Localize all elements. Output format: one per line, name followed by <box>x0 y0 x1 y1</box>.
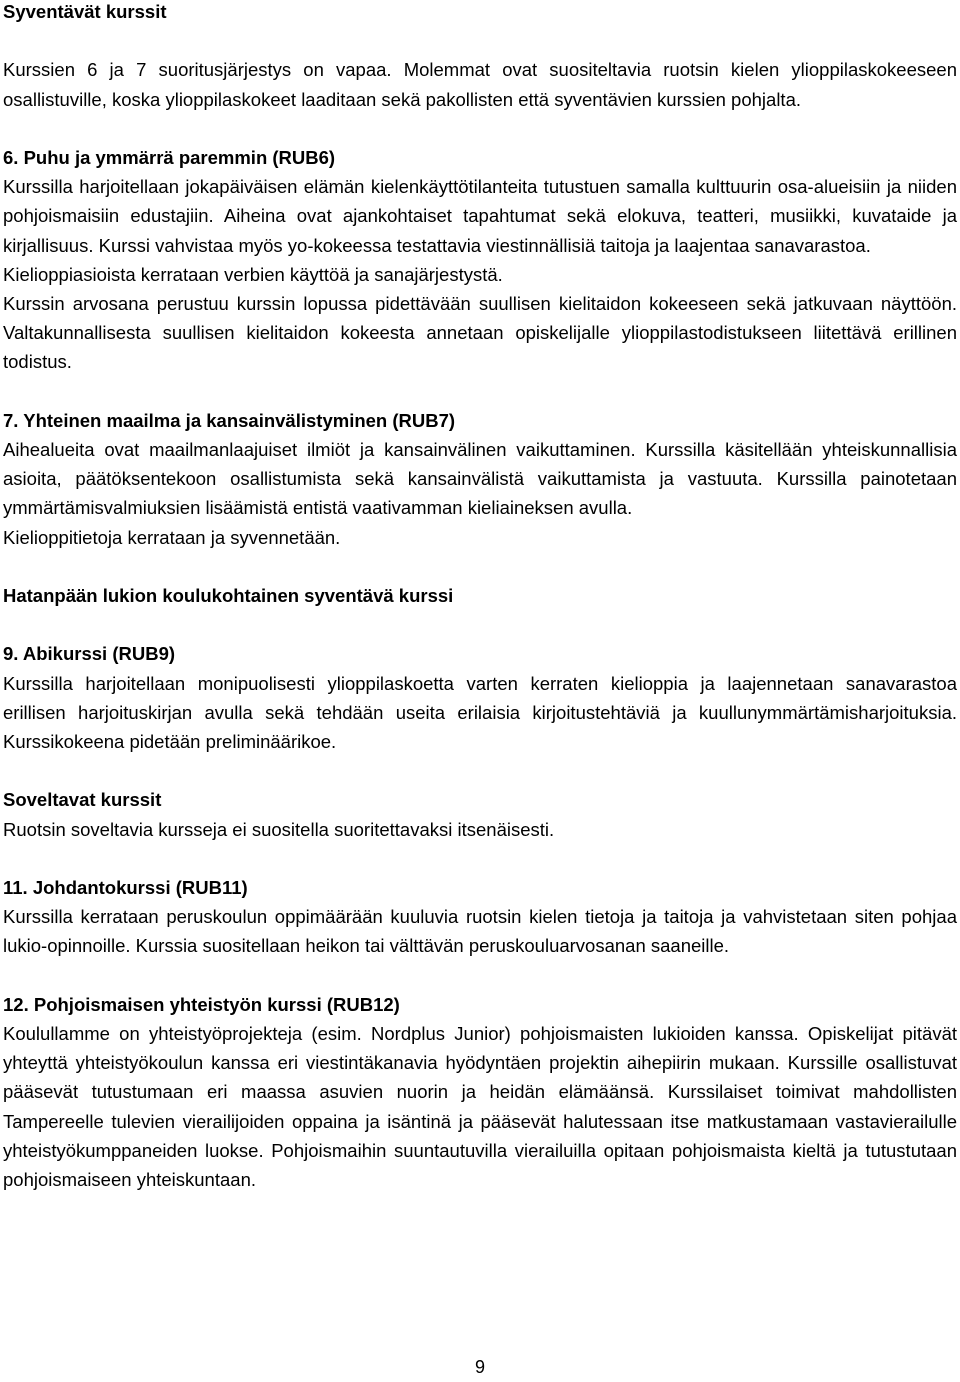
course-rub9-description: Kurssilla harjoitellaan monipuolisesti ylioppilaskoetta varten kerraten kielioppia ja laajennetaan sanavarastoa erillisen harjoituskirjan avulla sekä tehdään useita erilaisia kirjoitustehtäviä ja kuullunymmärtämisharjoituksia. Kurssikokeena pidetään preliminäärikoe. <box>3 672 957 752</box>
section-heading-koulukohtainen: Hatanpään lukion koulukohtainen syventävä kurssi <box>3 585 454 606</box>
course-rub7-description: Aihealueita ovat maailmanlaajuiset ilmiöt ja kansainvälinen vaikuttaminen. Kurssilla käsitellään yhteiskunnallisia asioita, päätöksentekoon osallistumista sekä kansainvälistä vaikuttamista ja vastuuta. Kurssilla painotetaan ymmärtämisvalmiuksien lisäämistä entistä vaativamman kieliaineksen avulla. <box>3 439 957 519</box>
page-number: 9 <box>474 1357 485 1377</box>
course-title-rub7: 7. Yhteinen maailma ja kansainvälistyminen (RUB7) <box>3 409 456 431</box>
section-heading-syventavat: Syventävät kurssit <box>3 1 167 22</box>
section-intro: Kurssien 6 ja 7 suoritusjärjestys on vapaa. Molemmat ovat suositeltavia ruotsin kielen ylioppilaskokeeseen osallistuville, koska ylioppilaskokeet laaditaan sekä pakollisten että syventävien kurssien pohjalta. <box>3 59 957 110</box>
document-page <box>3 0 957 1194</box>
section-heading-soveltavat: Soveltavat kurssit <box>3 789 162 811</box>
course-title-rub6: 6. Puhu ja ymmärrä paremmin (RUB6) <box>3 146 336 168</box>
course-rub6-assessment: Kurssin arvosana perustuu kurssin lopussa pidettävään suullisen kielitaidon kokeeseen sekä jatkuvaan näyttöön. Valtakunnallisesta suullisen kielitaidon kokeesta annetaan opiskelijalle ylioppilastodistukseen liitettävä erillinen todistus. <box>3 293 957 373</box>
course-rub11-description: Kurssilla kerrataan peruskoulun oppimäärään kuuluvia ruotsin kielen tietoja ja taitoja ja vahvistetaan siten pohjaa lukio-opinnoille. Kurssia suositellaan heikon tai välttävän peruskouluarvosanan saaneille. <box>3 906 957 957</box>
course-rub6-grammar: Kielioppiasioista kerrataan verbien käyttöä ja sanajärjestystä. <box>3 263 503 285</box>
course-title-rub12: 12. Pohjoismaisen yhteistyön kurssi (RUB12) <box>3 993 400 1015</box>
course-rub12-description: Koulullamme on yhteistyöprojekteja (esim. Nordplus Junior) pohjoismaisten lukioiden kanssa. Opiskelijat pitävät yhteyttä yhteistyökoulun kanssa eri viestintäkanavia hyödyntäen projektin aihepiirin mukaan. Kurssille osallistuvat pääsevät tutustumaan eri maassa asuvien nuorin ja heidän elämäänsä. Kurssilaiset toimivat mahdollisten Tampereelle tulevien vierailijoiden oppaina ja isäntinä ja pääsevät halutessaan itse matkustamaan vastavierailulle yhteistyökumppaneiden luokse. Pohjoismaihin suuntautuvilla vierailuilla opitaan pohjoismaista kieltä ja tutustutaan pohjoismaiseen yhteiskuntaan. <box>3 1022 957 1190</box>
course-title-rub11: 11. Johdantokurssi (RUB11) <box>3 876 248 898</box>
course-rub7-grammar: Kielioppitietoja kerrataan ja syvennetään. <box>3 526 341 548</box>
soveltavat-note: Ruotsin soveltavia kursseja ei suositella suoritettavaksi itsenäisesti. <box>3 818 555 840</box>
course-title-rub9: 9. Abikurssi (RUB9) <box>3 643 176 665</box>
course-rub6-description: Kurssilla harjoitellaan jokapäiväisen elämän kielenkäyttötilanteita tutustuen samalla kulttuurin osa-alueisiin ja niiden pohjoismaisiin edustajiin. Aiheina ovat ajankohtaiset tapahtumat sekä elokuva, teatteri, musiikki, kuvataide ja kirjallisuus. Kurssi vahvistaa myös yo-kokeessa testattavia viestinnällisiä taitoja ja laajentaa sanavarastoa. <box>3 176 957 256</box>
